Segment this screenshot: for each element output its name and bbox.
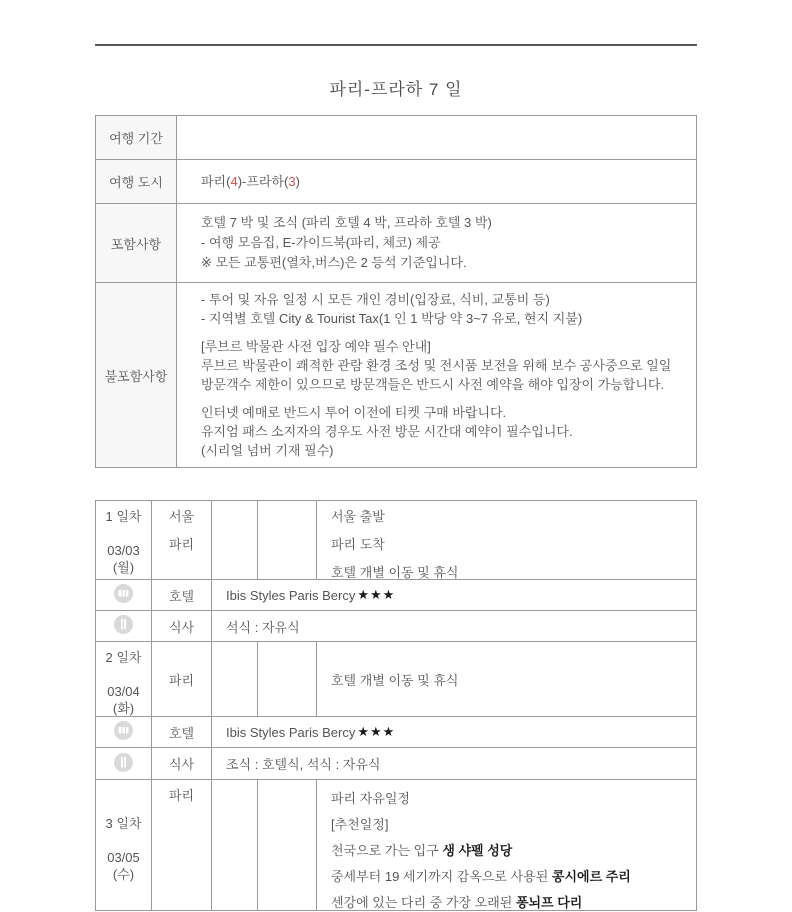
table-row-included — [96, 204, 696, 283]
desc-line — [331, 868, 690, 894]
city-nights-prague: 3 — [288, 173, 296, 189]
empty-cell — [212, 780, 258, 910]
day2-row — [96, 642, 696, 717]
day1-row — [96, 501, 696, 580]
table-row-not-included — [96, 283, 696, 467]
trip-info-table — [95, 115, 697, 468]
desc-text: 센강에 있는 다리 중 가장 오래된 — [331, 895, 516, 910]
page-title: 파리-프라하 7 일 — [329, 80, 463, 99]
day2-meal-value: 조식 : 호텔식, 석식 : 자유식 — [226, 757, 381, 772]
day-weekday: (화) — [112, 701, 135, 716]
hotel-stars: ★★★ — [357, 724, 396, 739]
day-number: 3 일차 — [105, 816, 142, 831]
hotel-name: Ibis Styles Paris Bercy — [226, 587, 356, 603]
bed-icon — [114, 584, 133, 606]
day-number: 1 일차 — [105, 509, 142, 524]
desc-line — [331, 894, 690, 912]
row-label: 여행 도시 — [96, 160, 177, 203]
icon-cell — [96, 717, 152, 747]
day1-city-cell — [152, 501, 212, 579]
not-included-line: 방문객수 제한이 있으므로 방문객들은 반드시 사전 예약을 해야 입장이 가능합니다. — [201, 377, 665, 392]
hotel-label: 호텔 — [152, 717, 212, 747]
day1-desc-cell — [317, 501, 696, 579]
blank-line — [201, 394, 696, 403]
utensils-icon — [114, 615, 133, 637]
hotel-label: 호텔 — [152, 580, 212, 610]
cities-line — [201, 172, 696, 192]
table-row-cities — [96, 160, 696, 204]
hotel-stars: ★★★ — [357, 587, 396, 602]
desc-text: [추천일정] — [331, 817, 389, 832]
desc-line: 호텔 개별 이동 및 휴식 — [331, 565, 459, 580]
not-included-line: 루브르 박물관이 쾌적한 관람 환경 조성 및 전시품 보전을 위해 보수 공사중으로 일일 — [201, 358, 672, 373]
bed-icon — [114, 721, 133, 743]
included-line: 호텔 7 박 및 조식 (파리 호텔 4 박, 프라하 호텔 3 박) — [201, 215, 492, 230]
city-nights-paris: 4 — [230, 173, 238, 189]
included-value — [177, 204, 696, 282]
icon-cell — [96, 611, 152, 641]
not-included-line: - 투어 및 자유 일정 시 모든 개인 경비(입장료, 식비, 교통비 등) — [201, 292, 550, 307]
day2-hotel-value — [212, 717, 696, 747]
not-included-value — [177, 283, 696, 467]
period-value — [177, 116, 696, 159]
day-date: 03/05 — [107, 850, 140, 865]
day2-day-cell — [96, 642, 152, 716]
day3-day-cell — [96, 780, 152, 910]
desc-highlight: 퐁뇌프 다리 — [515, 895, 583, 910]
blank-line — [201, 328, 696, 337]
day3-desc-cell — [317, 780, 696, 910]
city: 파리 — [168, 788, 195, 803]
day2-desc-cell — [317, 642, 696, 716]
city: 파리 — [168, 672, 195, 688]
row-label: 포함사항 — [96, 204, 177, 282]
desc-line: 파리 도착 — [331, 537, 385, 552]
itinerary-table — [95, 500, 697, 911]
day1-hotel-row — [96, 580, 696, 611]
day-date: 03/03 — [107, 543, 140, 558]
day-number: 2 일차 — [105, 650, 142, 665]
not-included-line: 인터넷 예매로 반드시 투어 이전에 티켓 구매 바랍니다. — [201, 405, 507, 420]
row-label: 여행 기간 — [96, 116, 177, 159]
desc-line — [331, 816, 690, 842]
desc-line — [331, 790, 690, 816]
city-text: )-프라하( — [237, 173, 289, 189]
icon-cell — [96, 748, 152, 779]
city-text: 파리( — [201, 173, 231, 189]
day1-hotel-value — [212, 580, 696, 610]
meal-label: 식사 — [152, 748, 212, 779]
meal-label: 식사 — [152, 611, 212, 641]
empty-cell — [212, 501, 258, 579]
day3-row — [96, 780, 696, 910]
utensils-icon — [114, 753, 133, 775]
empty-cell — [258, 501, 317, 579]
day3-city-cell — [152, 780, 212, 910]
not-included-line: (시리얼 넘버 기재 필수) — [201, 443, 334, 458]
day1-day-cell — [96, 501, 152, 579]
desc-highlight: 콩시에르 주리 — [551, 869, 631, 884]
city: 파리 — [168, 537, 195, 552]
cities-value — [177, 160, 696, 203]
day1-meal-value: 석식 : 자유식 — [226, 619, 300, 635]
not-included-line: - 지역별 호텔 City & Tourist Tax(1 인 1 박당 약 3~7 유로, 현지 지불) — [201, 311, 583, 326]
desc-line: 호텔 개별 이동 및 휴식 — [331, 672, 459, 688]
empty-cell — [212, 642, 258, 716]
city-text: ) — [295, 173, 300, 189]
table-row-period — [96, 116, 696, 160]
desc-highlight: 생 샤펠 성당 — [442, 843, 513, 858]
desc-line — [331, 842, 690, 868]
empty-cell — [258, 642, 317, 716]
desc-line: 서울 출발 — [331, 509, 385, 524]
top-divider — [95, 44, 697, 46]
day-weekday: (월) — [112, 560, 135, 575]
desc-text: 천국으로 가는 입구 — [331, 843, 443, 858]
empty-cell — [258, 780, 317, 910]
row-label: 불포함사항 — [96, 283, 177, 467]
included-line: - 여행 모음집, E-가이드북(파리, 체코) 제공 — [201, 235, 441, 250]
day2-hotel-row — [96, 717, 696, 748]
day2-meal-row — [96, 748, 696, 780]
included-line: ※ 모든 교통편(열차,버스)은 2 등석 기준입니다. — [201, 255, 467, 270]
desc-text: 파리 자유일정 — [331, 791, 410, 806]
desc-text: 중세부터 19 세기까지 감옥으로 사용된 — [331, 869, 552, 884]
icon-cell — [96, 580, 152, 610]
day-date: 03/04 — [107, 684, 140, 699]
day2-city-cell — [152, 642, 212, 716]
city: 서울 — [168, 509, 195, 524]
not-included-line: [루브르 박물관 사전 입장 예약 필수 안내] — [201, 339, 431, 354]
hotel-name: Ibis Styles Paris Bercy — [226, 724, 356, 740]
day-weekday: (수) — [112, 867, 135, 882]
not-included-line: 유지엄 패스 소지자의 경우도 사전 방문 시간대 예약이 필수입니다. — [201, 424, 573, 439]
day1-meal-row — [96, 611, 696, 642]
